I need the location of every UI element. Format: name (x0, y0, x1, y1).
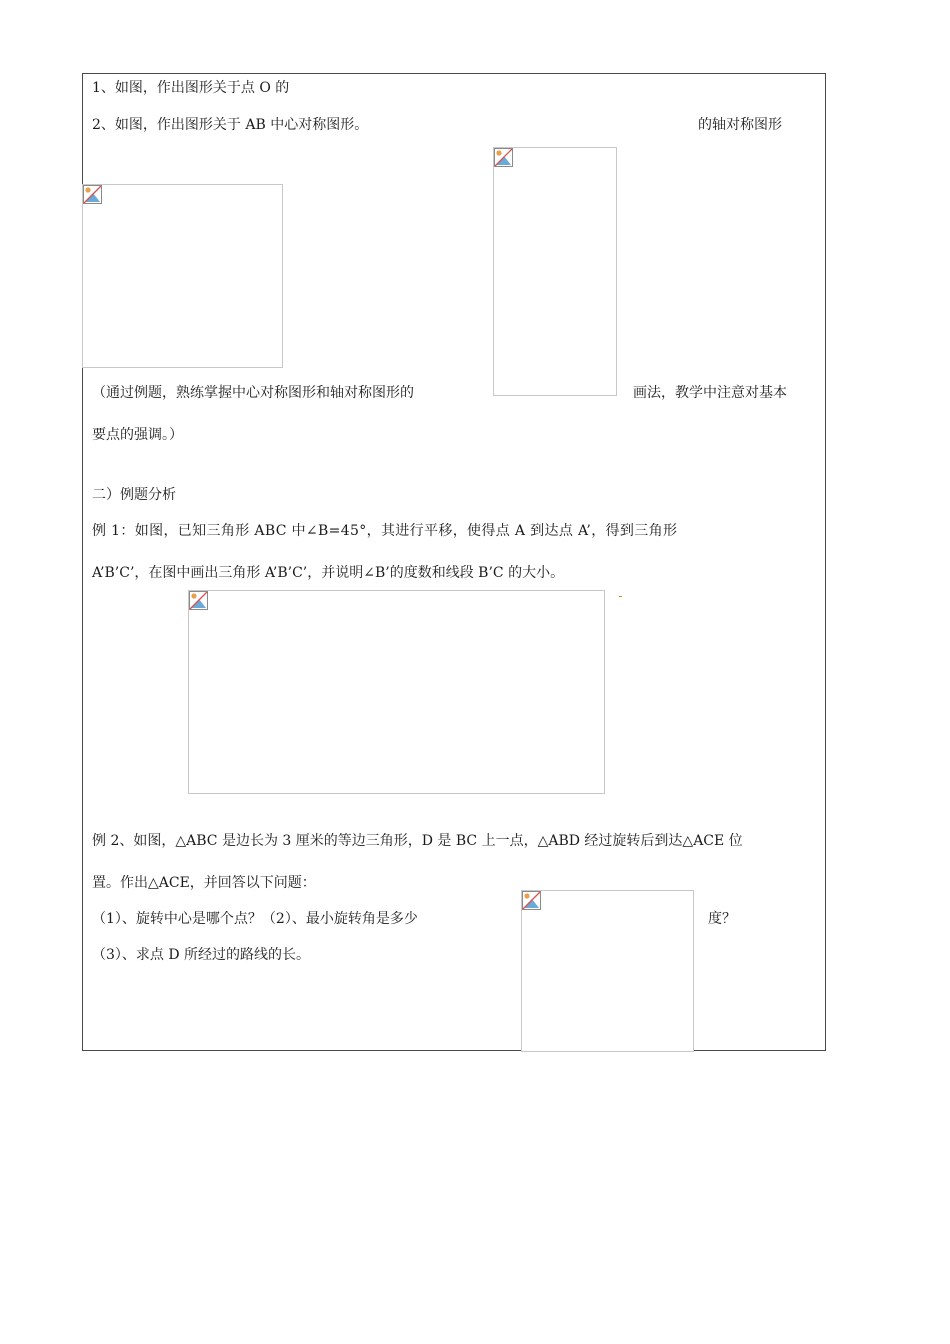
question-2-unit: 度？ (708, 911, 736, 927)
broken-image-icon (494, 148, 513, 167)
figure-placeholder-central-symmetry (82, 184, 283, 368)
figure-placeholder-rotation (521, 890, 694, 1052)
example-1-text: 例 1：如图，已知三角形 ABC 中∠B=45°，其进行平移，使得点 A 到达点 A’，得到三角形 (92, 523, 678, 539)
question-1-continuation: 的轴对称图形 (698, 117, 782, 133)
note-text-right: 画法，教学中注意对基本 (633, 385, 787, 401)
broken-image-icon (189, 591, 208, 610)
section-heading: 二）例题分析 (92, 487, 176, 503)
note-text-left: （通过例题，熟练掌握中心对称图形和轴对称图形的 (92, 385, 414, 401)
example-2-text-cont: 置。作出△ACE，并回答以下问题： (92, 875, 316, 891)
figure-placeholder-axis-symmetry (493, 147, 617, 396)
example-1-text-cont: A’B’C’，在图中画出三角形 A’B’C’，并说明∠B’的度数和线段 B’C 的大小。 (92, 565, 565, 581)
broken-image-icon (522, 891, 541, 910)
example-2-text: 例 2、如图，△ABC 是边长为 3 厘米的等边三角形，D 是 BC 上一点，△ABD 经过旋转后到达△ACE 位 (92, 833, 743, 849)
figure-placeholder-translation (188, 590, 605, 794)
question-2-text: 2、如图，作出图形关于 AB 中心对称图形。 (92, 117, 369, 133)
question-1-text: 1、如图，作出图形关于点 O 的 (92, 80, 290, 96)
broken-image-icon (83, 185, 102, 204)
question-3-text: （3）、求点 D 所经过的路线的长。 (92, 947, 311, 963)
stray-mark (619, 596, 622, 597)
note-text-end: 要点的强调。） (92, 427, 183, 443)
question-1-2-text: （1）、旋转中心是哪个点？（2）、最小旋转角是多少 (92, 911, 418, 927)
